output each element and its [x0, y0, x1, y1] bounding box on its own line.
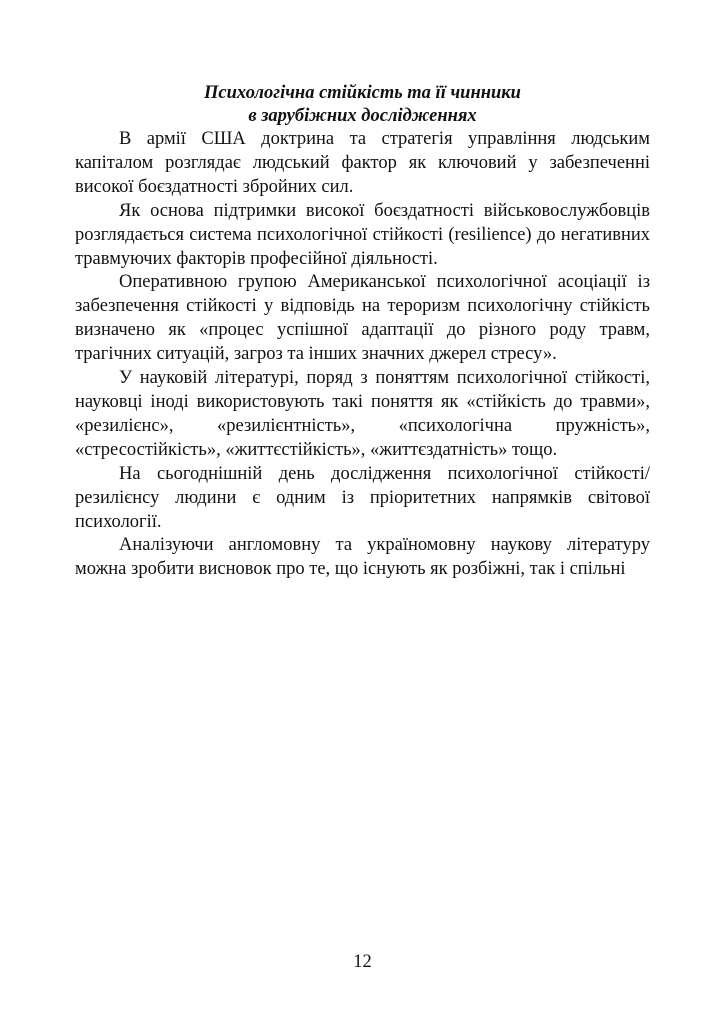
- page-number: 12: [353, 952, 372, 972]
- section-heading-line-1: Психологічна стійкість та її чинники: [204, 83, 521, 103]
- paragraph-4: У науковій літературі, поряд з поняттям психологічної стійкості, науковці іноді використовують такі поняття як «стійкість до травми», «резилієнс», «резилієнтність», «психологічна пружність», «стресостійкість», «життєстійкість», «життєздатність» тощо.: [75, 368, 650, 460]
- paragraph-6: Аналізуючи англомовну та україномовну наукову літературу можна зробити висновок про те, що існують як розбіжні, так і спільні: [75, 535, 650, 580]
- section-heading-line-2: в зарубіжних дослідженнях: [248, 106, 477, 126]
- paragraph-2: Як основа підтримки високої боєздатності військовослужбовців розглядається система психологічної стійкості (resilience) до негативних травмуючих факторів професійної діяльності.: [75, 200, 650, 269]
- page-content: [75, 82, 650, 582]
- paragraph-5: На сьогоднішній день дослідження психологічної стійкості/резилієнсу людини є одним із пріоритетних напрямків світової психології.: [75, 463, 650, 532]
- paragraph-1: В армії США доктрина та стратегія управління людським капіталом розглядає людський фактор як ключовий у забезпеченні високої боєздатності збройних сил.: [75, 129, 650, 197]
- paragraph-3: Оперативною групою Американської психологічної асоціації із забезпечення стійкості у відповідь на тероризм психологічну стійкість визначено як «процес успішної адаптації до різного роду травм, трагічних ситуацій, загроз та інших значних джерел стресу».: [75, 272, 650, 365]
